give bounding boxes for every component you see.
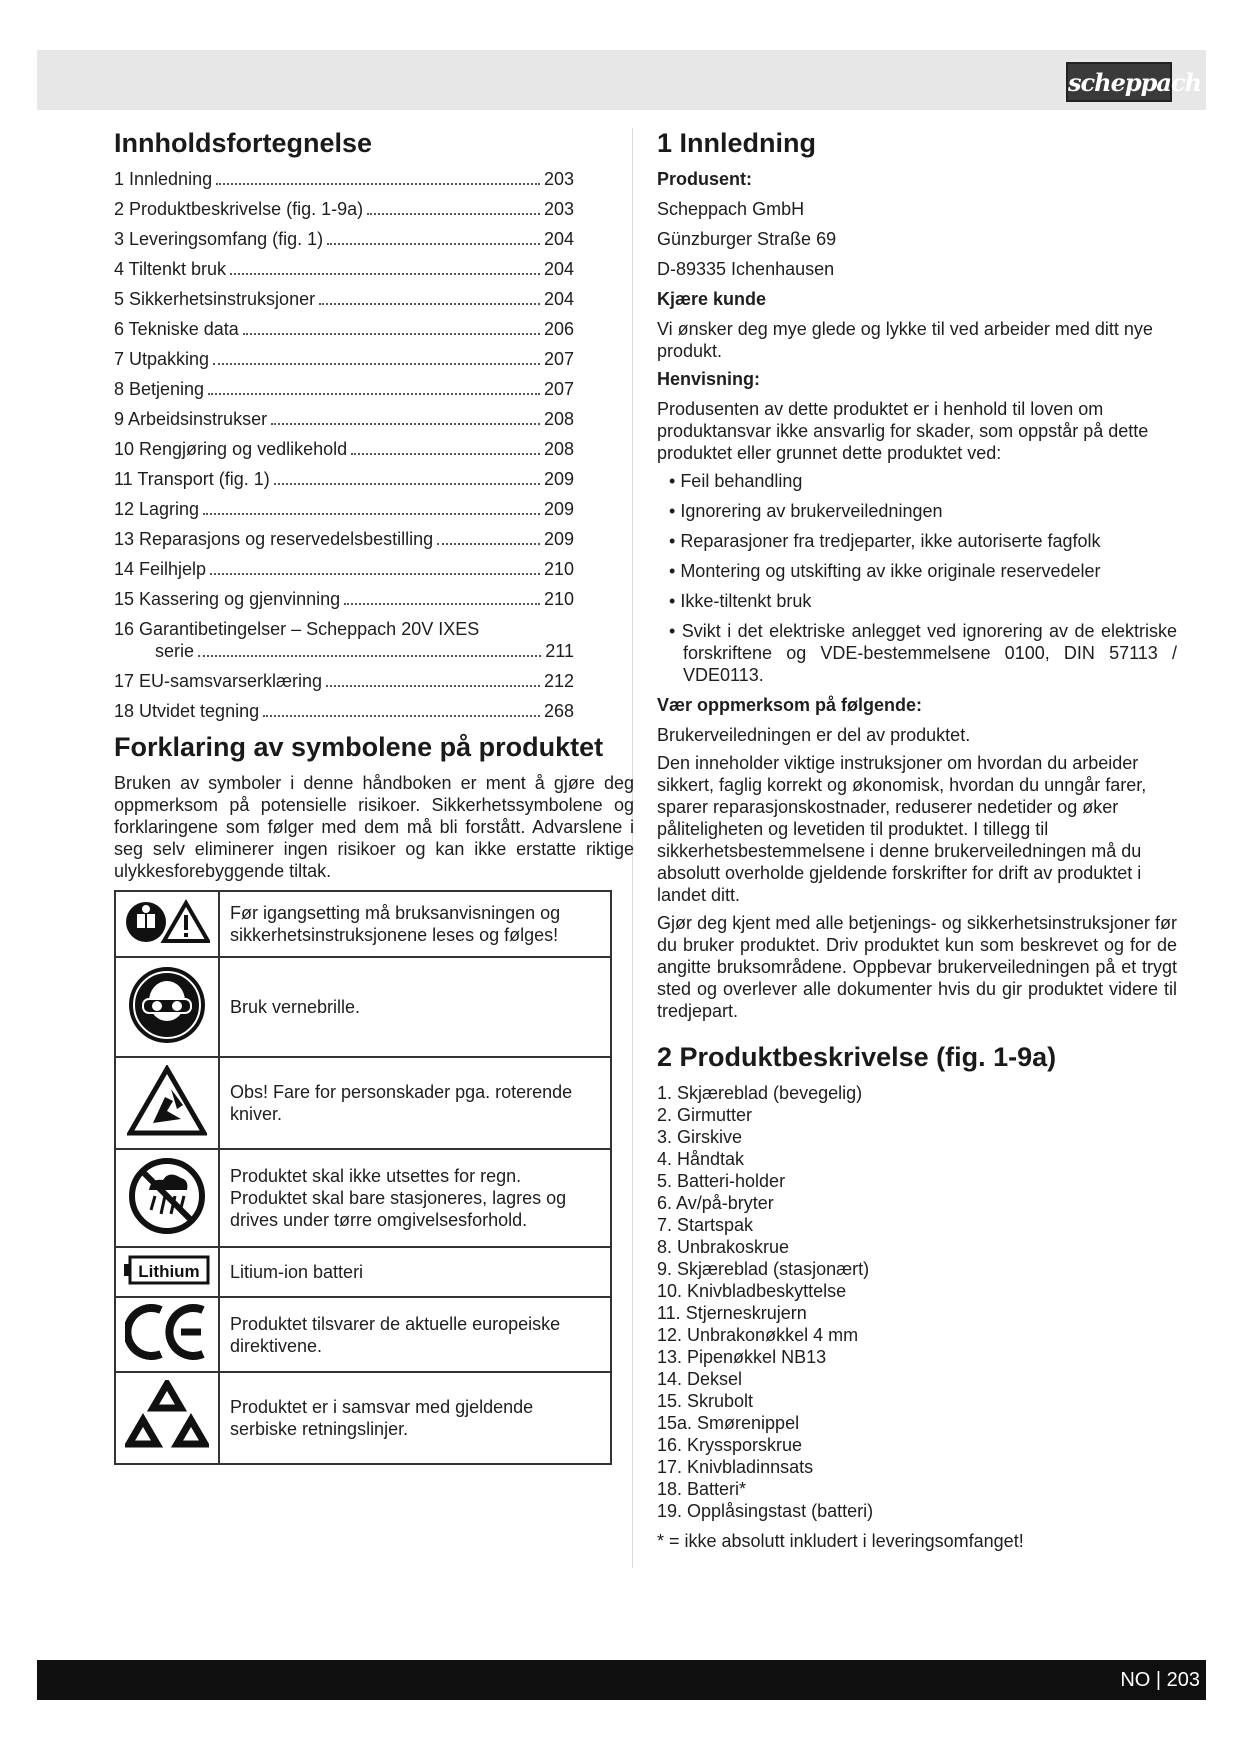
toc-item[interactable]: 15 Kassering og gjenvinning 210 xyxy=(114,589,574,609)
toc-item[interactable]: 6 Tekniske data 206 xyxy=(114,319,574,339)
toc-item[interactable]: 4 Tiltenkt bruk 204 xyxy=(114,259,574,279)
list-item: 5. Batteri-holder xyxy=(657,1171,786,1191)
list-item: 9. Skjæreblad (stasjonært) xyxy=(657,1259,870,1279)
symbol-description: Før igangsetting må bruksanvisningen og sikkerhetsinstruksjonene leses og følges! xyxy=(219,891,611,957)
list-item: 6. Av/på-bryter xyxy=(657,1193,774,1213)
intro-paragraph: Den inneholder viktige instruksjoner om hvordan du arbeider sikkert, faglig korrekt og økonomisk, hvordan du unngår farer, sparer reparasjonskostnader, reduserer nedetider og øker påliteligheten og levetiden til produktet. I tillegg til sikkerhetsbestemmelsene i denne brukerveiledningen må du absolutt overholde gjeldende forskrifter for drift av produktet i landet ditt. xyxy=(657,753,1147,905)
list-item: 16. Kryssporskrue xyxy=(657,1435,803,1455)
symbol-description: Produktet skal ikke utsettes for regn. Produktet skal bare stasjoneres, lagres og drives under tørre omgivelsesforhold. xyxy=(219,1149,611,1247)
list-item: 1. Skjæreblad (bevegelig) xyxy=(657,1083,863,1103)
footnote: * = ikke absolutt inkludert i leveringsomfanget! xyxy=(657,1531,1024,1551)
toc-item[interactable]: 3 Leveringsomfang (fig. 1) 204 xyxy=(114,229,574,249)
toc-item[interactable]: 5 Sikkerhetsinstruksjoner 204 xyxy=(114,289,574,309)
intro-paragraph: Brukerveiledningen er del av produktet. xyxy=(657,725,971,745)
symbols-title: Forklaring av symbolene på produktet xyxy=(114,732,604,762)
intro-title: 1 Innledning xyxy=(657,128,816,158)
table-row xyxy=(115,1149,611,1247)
list-item: 11. Stjerneskrujern xyxy=(657,1303,807,1323)
liability-list xyxy=(657,470,1177,686)
toc-item[interactable]: 1 Innledning 203 xyxy=(114,169,574,189)
symbol-description: Litium-ion batteri xyxy=(219,1247,611,1297)
toc-title: Innholdsfortegnelse xyxy=(114,128,373,158)
svg-text:Lithium: Lithium xyxy=(138,1261,200,1281)
table-row xyxy=(115,891,611,957)
no-rain-icon xyxy=(127,1156,207,1236)
table-row xyxy=(115,1247,611,1297)
list-item: • Ikke-tiltenkt bruk xyxy=(657,590,1177,612)
read-manual-warning-icon xyxy=(124,897,210,947)
table-row xyxy=(115,1372,611,1464)
list-item: 15. Skrubolt xyxy=(657,1391,754,1411)
list-item: 4. Håndtak xyxy=(657,1149,745,1169)
list-item: 3. Girskive xyxy=(657,1127,743,1147)
list-item: 7. Startspak xyxy=(657,1215,754,1235)
attention-label: Vær oppmerksom på følgende: xyxy=(657,695,923,715)
list-item: • Montering og utskifting av ikke originale reservedeler xyxy=(657,560,1177,582)
toc-item[interactable]: 17 EU-samsvarserklæring 212 xyxy=(114,671,574,691)
list-item: 8. Unbrakoskrue xyxy=(657,1237,790,1257)
toc-item[interactable]: 7 Utpakking 207 xyxy=(114,349,574,369)
list-item: 18. Batteri* xyxy=(657,1479,747,1499)
list-item: 19. Opplåsingstast (batteri) xyxy=(657,1501,874,1521)
table-row xyxy=(115,957,611,1057)
list-item: • Feil behandling xyxy=(657,470,1177,492)
symbol-description: Obs! Fare for personskader pga. roterende kniver. xyxy=(219,1057,611,1149)
dear-customer-text: Vi ønsker deg mye glede og lykke til ved arbeider med ditt nye produkt. xyxy=(657,319,1153,361)
toc-item[interactable]: 10 Rengjøring og vedlikehold 208 xyxy=(114,439,574,459)
list-item: 10. Knivbladbeskyttelse xyxy=(657,1281,847,1301)
toc-item[interactable]: 14 Feilhjelp 210 xyxy=(114,559,574,579)
note-text: Produsenten av dette produktet er i henhold til loven om produktansvar ikke ansvarlig for skader, som oppstår på dette produktet eller grunnet dette produktet ved: xyxy=(657,399,1149,463)
serbian-conformity-icon xyxy=(125,1380,209,1452)
list-item: 13. Pipenøkkel NB13 xyxy=(657,1347,827,1367)
list-item: 12. Unbrakonøkkel 4 mm xyxy=(657,1325,859,1345)
symbol-description: Bruk vernebrille. xyxy=(219,957,611,1057)
lithium-battery-icon xyxy=(124,1255,210,1285)
symbol-description: Produktet er i samsvar med gjeldende serbiske retningslinjer. xyxy=(219,1372,611,1464)
address-line: Günzburger Straße 69 xyxy=(657,229,837,249)
page-number: NO | 203 xyxy=(1120,1669,1200,1691)
right-column xyxy=(657,126,1177,1558)
list-item: • Reparasjoner fra tredjeparter, ikke autoriserte fagfolk xyxy=(657,530,1177,552)
toc-item[interactable]: 13 Reparasjons og reservedelsbestilling 209 xyxy=(114,529,574,549)
list-item: • Ignorering av brukerveiledningen xyxy=(657,500,1177,522)
symbols-intro: Bruken av symboler i denne håndboken er ment å gjøre deg oppmerksom på potensielle risikoer. Sikkerhetssymbolene og forklaringene som følger med dem må bli forstått. Advarslene i seg selv eliminerer ingen risikoer og kan ikke erstatte riktige ulykkesforebyggende tiltak. xyxy=(114,773,634,881)
toc-item[interactable]: 11 Transport (fig. 1) 209 xyxy=(114,469,574,489)
note-label: Henvisning: xyxy=(657,369,761,389)
list-item: 17. Knivbladinnsats xyxy=(657,1457,814,1477)
toc-item[interactable]: 8 Betjening 207 xyxy=(114,379,574,399)
toc-item[interactable]: 18 Utvidet tegning 268 xyxy=(114,701,574,721)
manufacturer-label: Produsent: xyxy=(657,169,753,189)
symbol-description: Produktet tilsvarer de aktuelle europeiske direktivene. xyxy=(219,1297,611,1372)
toc-item[interactable]: 16 Garantibetingelser – Scheppach 20V IXES serie 211 xyxy=(114,619,574,661)
rotating-blade-warning-icon xyxy=(127,1065,207,1137)
scheppach-logo: scheppach xyxy=(1066,62,1172,102)
list-item: 14. Deksel xyxy=(657,1369,743,1389)
address-line: Scheppach GmbH xyxy=(657,199,805,219)
table-row xyxy=(115,1057,611,1149)
safety-glasses-icon xyxy=(127,965,207,1045)
toc-item[interactable]: 9 Arbeidsinstrukser 208 xyxy=(114,409,574,429)
list-item: 2. Girmutter xyxy=(657,1105,753,1125)
table-row xyxy=(115,1297,611,1372)
list-item: • Svikt i det elektriske anlegget ved ignorering av de elektriske forskriftene og VDE-bestemmelsene 0100, DIN 57113 / VDE0113. xyxy=(657,620,1177,686)
footer-bar xyxy=(37,1660,1206,1700)
dear-customer-label: Kjære kunde xyxy=(657,289,767,309)
toc-item[interactable]: 2 Produktbeskrivelse (fig. 1-9a) 203 xyxy=(114,199,574,219)
parts-list xyxy=(657,1082,1177,1522)
left-column xyxy=(114,126,634,1465)
table-of-contents xyxy=(114,168,634,722)
product-title: 2 Produktbeskrivelse (fig. 1-9a) xyxy=(657,1042,1057,1072)
toc-item[interactable]: 12 Lagring 209 xyxy=(114,499,574,519)
header-band xyxy=(37,50,1206,110)
intro-paragraph: Gjør deg kjent med alle betjenings- og sikkerhetsinstruksjoner før du bruker produktet. Driv produktet kun som beskrevet og for de angitte bruksområdene. Oppbevar brukerveiledningen på et trygt sted og overlever alle dokumenter hvis du gir produktet videre til tredjepart. xyxy=(657,913,1177,1021)
address-line: D-89335 Ichenhausen xyxy=(657,259,835,279)
list-item: 15a. Smørenippel xyxy=(657,1413,800,1433)
symbols-table xyxy=(114,890,612,1465)
ce-mark-icon xyxy=(125,1302,209,1362)
